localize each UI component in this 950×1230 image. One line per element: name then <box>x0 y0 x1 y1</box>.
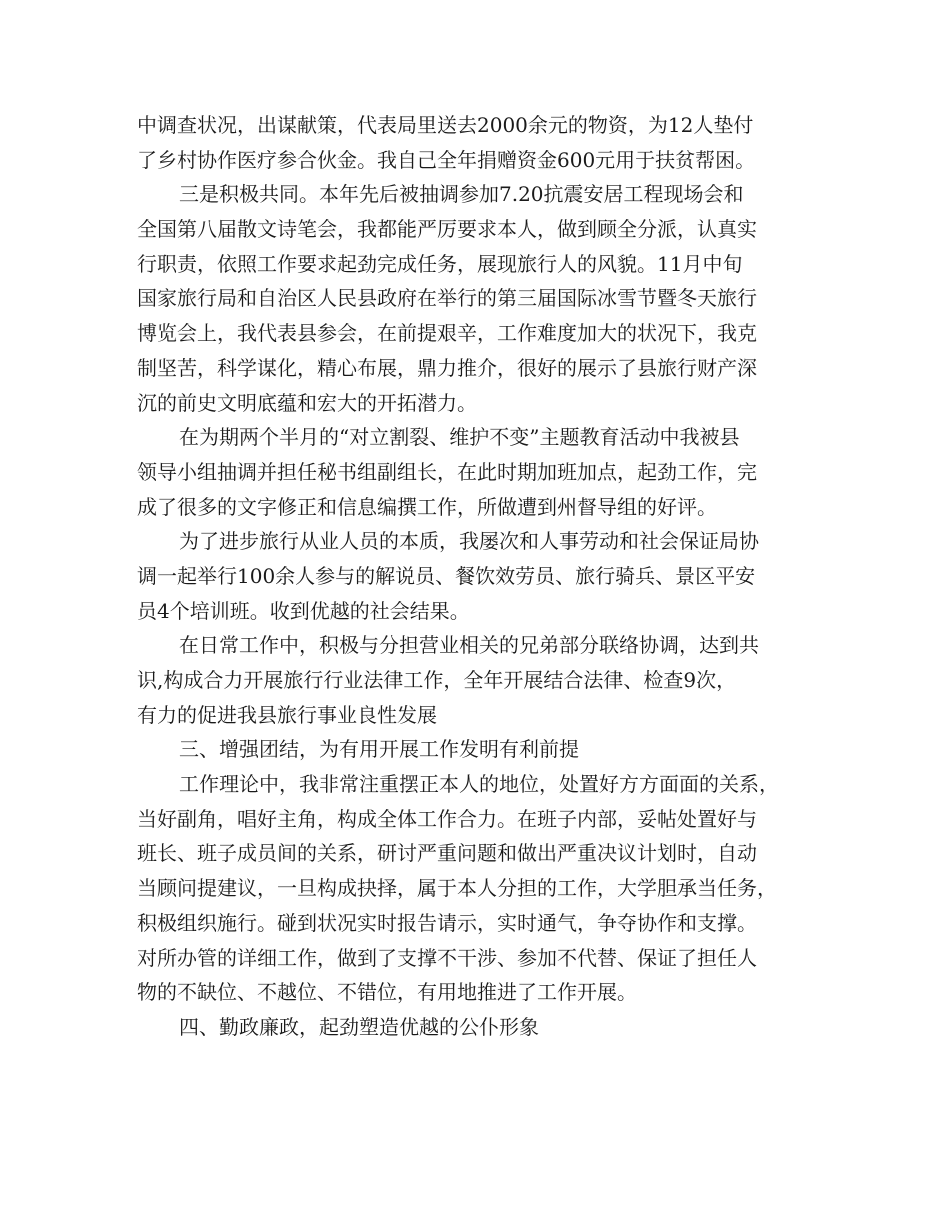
paragraph-line: 全国第八届散文诗笔会，我都能严厉要求本人，做到顾全分派，认真实 <box>137 217 757 242</box>
paragraph-line: 识,构成合力开展旅行行业法律工作，全年开展结合法律、检查9次， <box>137 668 737 692</box>
paragraph-line: 调一起举行100余人参与的解说员、餐饮效劳员、旅行骑兵、景区平安 <box>137 563 756 588</box>
paragraph-line: 当顾问提建议，一旦构成抉择，属于本人分担的工作，大学胆承当任务， <box>137 876 777 901</box>
paragraph-line: 班长、班子成员间的关系，研讨严重问题和做出严重决议计划时，自动 <box>137 841 757 866</box>
paragraph-first-line: 工作理论中，我非常注重摆正本人的地位，处置好方方面面的关系， <box>179 772 779 797</box>
paragraph-first-line: 四、勤政廉政，起劲塑造优越的公仆形象 <box>179 1014 539 1039</box>
paragraph-first-line: 三、增强团结，为有用开展工作发明有利前提 <box>179 737 579 762</box>
paragraph-line: 行职责，依照工作要求起劲完成任务，展现旅行人的风貌。11月中旬 <box>137 251 743 276</box>
paragraph-line: 博览会上，我代表县参会，在前提艰辛，工作难度加大的状况下，我克 <box>137 321 757 346</box>
paragraph-line: 制坚苦，科学谋化，精心布展，鼎力推介，很好的展示了县旅行财产深 <box>137 355 757 380</box>
paragraph-line: 了乡村协作医疗参合伙金。我自己全年捐赠资金600元用于扶贫帮困。 <box>137 147 756 172</box>
paragraph-line: 对所办管的详细工作，做到了支撑不干涉、参加不代替、保证了担任人 <box>137 945 757 970</box>
document-body <box>137 108 817 1045</box>
paragraph-first-line: 为了进步旅行从业人员的本质，我屡次和人事劳动和社会保证局协 <box>179 529 759 554</box>
paragraph-line: 有力的促进我县旅行事业良性发展 <box>137 702 437 727</box>
paragraph-first-line: 在日常工作中，积极与分担营业相关的兄弟部分联络协调，达到共 <box>179 633 759 658</box>
paragraph-line: 中调查状况，出谋献策，代表局里送去2000余元的物资，为12人垫付 <box>137 113 754 137</box>
paragraph-line: 沉的前史文明底蕴和宏大的开拓潜力。 <box>137 390 477 415</box>
paragraph-first-line: 三是积极共同。本年先后被抽调参加7.20抗震安居工程现场会和 <box>179 182 744 207</box>
paragraph-line: 积极组织施行。碰到状况实时报告请示，实时通气，争夺协作和支撑。 <box>137 910 757 935</box>
paragraph-first-line: 在为期两个半月的“对立割裂、维护不变”主题教育活动中我被县 <box>179 425 740 450</box>
paragraph-line: 成了很多的文字修正和信息编撰工作，所做遭到州督导组的好评。 <box>137 494 717 519</box>
paragraph-line: 国家旅行局和自治区人民县政府在举行的第三届国际冰雪节暨冬天旅行 <box>137 286 757 311</box>
paragraph-line: 物的不缺位、不越位、不错位，有用地推进了工作开展。 <box>137 980 637 1005</box>
paragraph-line: 员4个培训班。收到优越的社会结果。 <box>137 598 470 623</box>
paragraph-line: 当好副角，唱好主角，构成全体工作合力。在班子内部，妥帖处置好与 <box>137 806 757 831</box>
paragraph-line: 领导小组抽调并担任秘书组副组长，在此时期加班加点，起劲工作，完 <box>137 459 757 484</box>
